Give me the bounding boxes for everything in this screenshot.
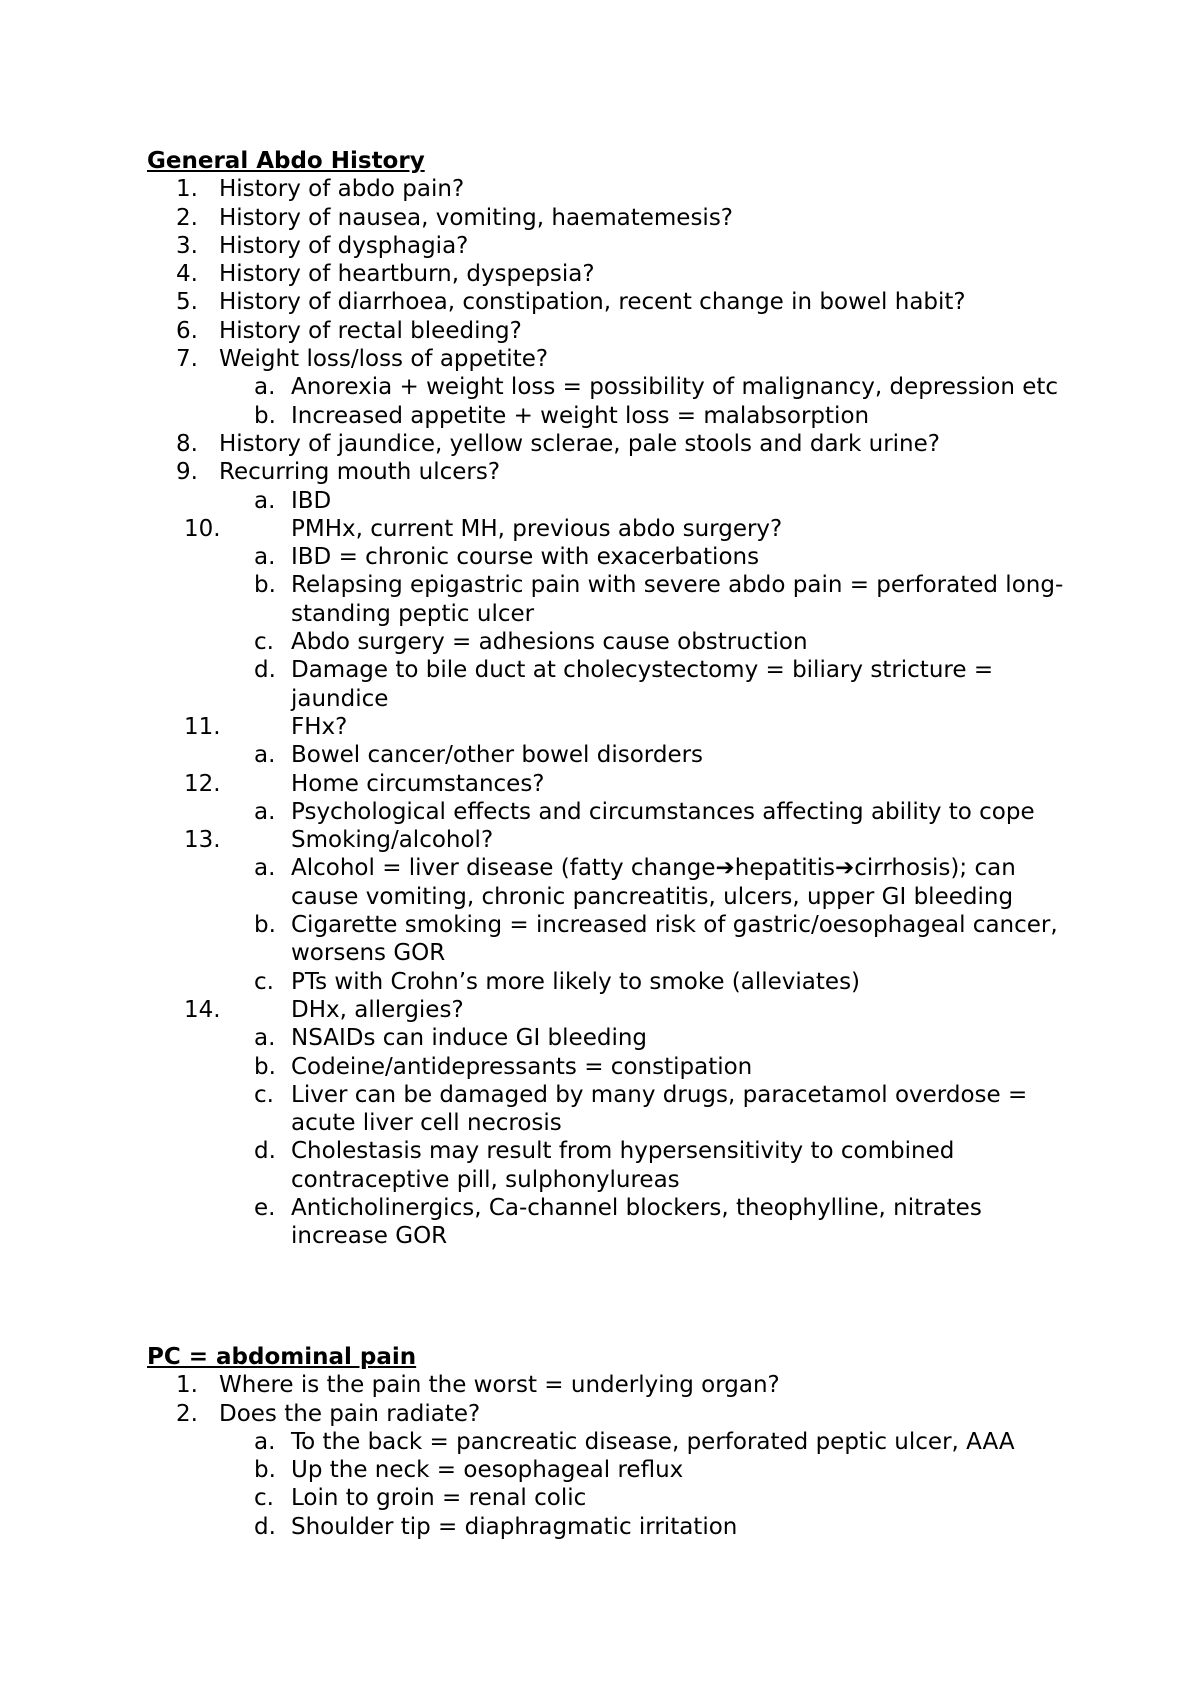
sub-list-item-text: NSAIDs can induce GI bleeding — [291, 1025, 648, 1052]
list-item-number: 6. — [176, 317, 198, 344]
sub-list-item-text: IBD — [291, 487, 332, 514]
list-item-number: 14. — [184, 996, 221, 1023]
list-item — [0, 430, 1200, 458]
list-item-text: History of rectal bleeding? — [219, 317, 522, 344]
list-item-text: History of abdo pain? — [219, 176, 465, 203]
list-item-number: 1. — [176, 176, 198, 203]
sub-list-item — [0, 1024, 1200, 1052]
sub-list-item — [0, 571, 1200, 628]
list-item — [0, 770, 1200, 798]
list-item-number: 8. — [176, 430, 198, 457]
sub-list-item — [0, 741, 1200, 769]
section-heading: PC = abdominal pain — [147, 1344, 417, 1370]
list-item — [0, 826, 1200, 854]
sub-list-item-letter: d. — [254, 1513, 276, 1540]
sub-list-item-text: To the back = pancreatic disease, perforated peptic ulcer, AAA — [291, 1428, 1015, 1455]
sub-list-item — [0, 1194, 1200, 1251]
sub-list-item-letter: a. — [254, 544, 276, 571]
sub-list-item-text: Damage to bile duct at cholecystectomy = biliary stricture = jaundice — [291, 657, 994, 712]
list-item — [0, 288, 1200, 316]
sub-list-item-letter: c. — [254, 968, 274, 995]
list-item-text: Home circumstances? — [291, 770, 545, 797]
sub-list-item — [0, 1081, 1200, 1138]
list-item-text: History of jaundice, yellow sclerae, pale stools and dark urine? — [219, 430, 940, 457]
list-item — [0, 515, 1200, 543]
list-item-number: 3. — [176, 232, 198, 259]
sub-list-item-letter: b. — [254, 402, 276, 429]
sub-list-item — [0, 543, 1200, 571]
list-item — [0, 713, 1200, 741]
sub-list-item-text: Abdo surgery = adhesions cause obstruction — [291, 629, 808, 656]
sub-list-item — [0, 1484, 1200, 1512]
sub-list-item — [0, 968, 1200, 996]
sub-list-item-text: Anorexia + weight loss = possibility of malignancy, depression etc — [291, 374, 1059, 401]
list-item — [0, 996, 1200, 1024]
list-item-number: 12. — [184, 770, 221, 797]
list-item-text: Where is the pain the worst = underlying organ? — [219, 1372, 780, 1399]
list-item-number: 13. — [184, 827, 221, 854]
sub-list-item — [0, 1053, 1200, 1081]
sub-list-item-text: Cigarette smoking = increased risk of gastric/oesophageal cancer, worsens GOR — [291, 912, 1058, 967]
sub-list-item-text: Cholestasis may result from hypersensitivity to combined contraceptive pill, sulphonylureas — [291, 1138, 955, 1193]
sub-list-item — [0, 854, 1200, 911]
sub-list-item-letter: e. — [254, 1194, 276, 1221]
sub-list-item-text: Codeine/antidepressants = constipation — [291, 1053, 753, 1080]
sub-list-item-text: Up the neck = oesophageal reflux — [291, 1457, 684, 1484]
list-item — [0, 175, 1200, 203]
list-item — [0, 345, 1200, 373]
sub-list-item-letter: d. — [254, 1138, 276, 1165]
sub-list-item-text: Bowel cancer/other bowel disorders — [291, 742, 704, 769]
sub-list-item-text: PTs with Crohn’s more likely to smoke (alleviates) — [291, 968, 861, 995]
list-item — [0, 204, 1200, 232]
section-pc-abdominal-pain — [0, 1343, 1200, 1541]
sub-list-item-letter: a. — [254, 1428, 276, 1455]
sub-list-item-letter: c. — [254, 1081, 274, 1108]
list-item — [0, 1371, 1200, 1399]
list-item — [0, 260, 1200, 288]
sub-list-item-letter: c. — [254, 629, 274, 656]
sub-list-item-text: Psychological effects and circumstances affecting ability to cope — [291, 798, 1035, 825]
list-item-number: 11. — [184, 713, 221, 740]
list-item-text: Smoking/alcohol? — [291, 827, 494, 854]
list-item-number: 5. — [176, 289, 198, 316]
list-item-text: History of diarrhoea, constipation, recent change in bowel habit? — [219, 289, 966, 316]
sub-list-item-letter: b. — [254, 1053, 276, 1080]
sub-list-item-text: Anticholinergics, Ca-channel blockers, theophylline, nitrates increase GOR — [291, 1194, 982, 1250]
list-item-number: 7. — [176, 346, 198, 373]
sub-list-item-text: Shoulder tip = diaphragmatic irritation — [291, 1513, 738, 1540]
sub-list-item — [0, 656, 1200, 713]
sub-list-item-letter: a. — [254, 487, 276, 514]
list-item-number: 4. — [176, 261, 198, 288]
sub-list-item-text: Relapsing epigastric pain with severe abdo pain = perforated long-standing peptic ulcer — [291, 572, 1064, 627]
sub-list-item-letter: a. — [254, 798, 276, 825]
section-heading: General Abdo History — [147, 148, 425, 174]
list-item-number: 9. — [176, 459, 198, 486]
sub-list-item — [0, 1428, 1200, 1456]
sub-list-item — [0, 487, 1200, 515]
sub-list-item — [0, 1456, 1200, 1484]
sub-list-item-letter: d. — [254, 657, 276, 684]
sub-list-item-letter: a. — [254, 1025, 276, 1052]
sub-list-item-text: Liver can be damaged by many drugs, paracetamol overdose = acute liver cell necrosis — [291, 1081, 1028, 1137]
list-item-text: Weight loss/loss of appetite? — [219, 346, 549, 373]
sub-list-item — [0, 628, 1200, 656]
sub-list-item-text: Alcohol = liver disease (fatty change➔hepatitis➔cirrhosis); can cause vomiting, chronic pancreatitis, ulcers, upper GI bleeding — [291, 855, 1016, 910]
list-item — [0, 317, 1200, 345]
list-item-text: History of heartburn, dyspepsia? — [219, 261, 595, 288]
list-item-text: DHx, allergies? — [291, 996, 464, 1023]
list-item — [0, 458, 1200, 486]
list-item-text: FHx? — [291, 713, 348, 740]
sub-list-item-letter: a. — [254, 742, 276, 769]
list-item-number: 1. — [176, 1372, 198, 1399]
sub-list-item — [0, 402, 1200, 430]
sub-list-item-letter: b. — [254, 912, 276, 939]
list-item — [0, 1400, 1200, 1428]
list-item-text: PMHx, current MH, previous abdo surgery? — [291, 515, 783, 542]
list-item-text: Does the pain radiate? — [219, 1400, 481, 1427]
list-item — [0, 232, 1200, 260]
sub-list-item — [0, 798, 1200, 826]
list-item-number: 2. — [176, 204, 198, 231]
sub-list-item-letter: c. — [254, 1485, 274, 1512]
list-item-text: History of nausea, vomiting, haematemesis? — [219, 204, 734, 231]
sub-list-item — [0, 1137, 1200, 1194]
list-item-text: History of dysphagia? — [219, 232, 469, 259]
sub-list-item-text: Loin to groin = renal colic — [291, 1485, 587, 1512]
sub-list-item — [0, 911, 1200, 968]
sub-list-item — [0, 1513, 1200, 1541]
sub-list-item-letter: b. — [254, 1457, 276, 1484]
list-item-text: Recurring mouth ulcers? — [219, 459, 501, 486]
sub-list-item-text: Increased appetite + weight loss = malabsorption — [291, 402, 870, 429]
list-item-number: 2. — [176, 1400, 198, 1427]
list-item-number: 10. — [184, 515, 221, 542]
sub-list-item-letter: b. — [254, 572, 276, 599]
sub-list-item-letter: a. — [254, 374, 276, 401]
sub-list-item-letter: a. — [254, 855, 276, 882]
section-general-abdo-history — [0, 147, 1200, 1251]
sub-list-item-text: IBD = chronic course with exacerbations — [291, 544, 760, 571]
sub-list-item — [0, 373, 1200, 401]
